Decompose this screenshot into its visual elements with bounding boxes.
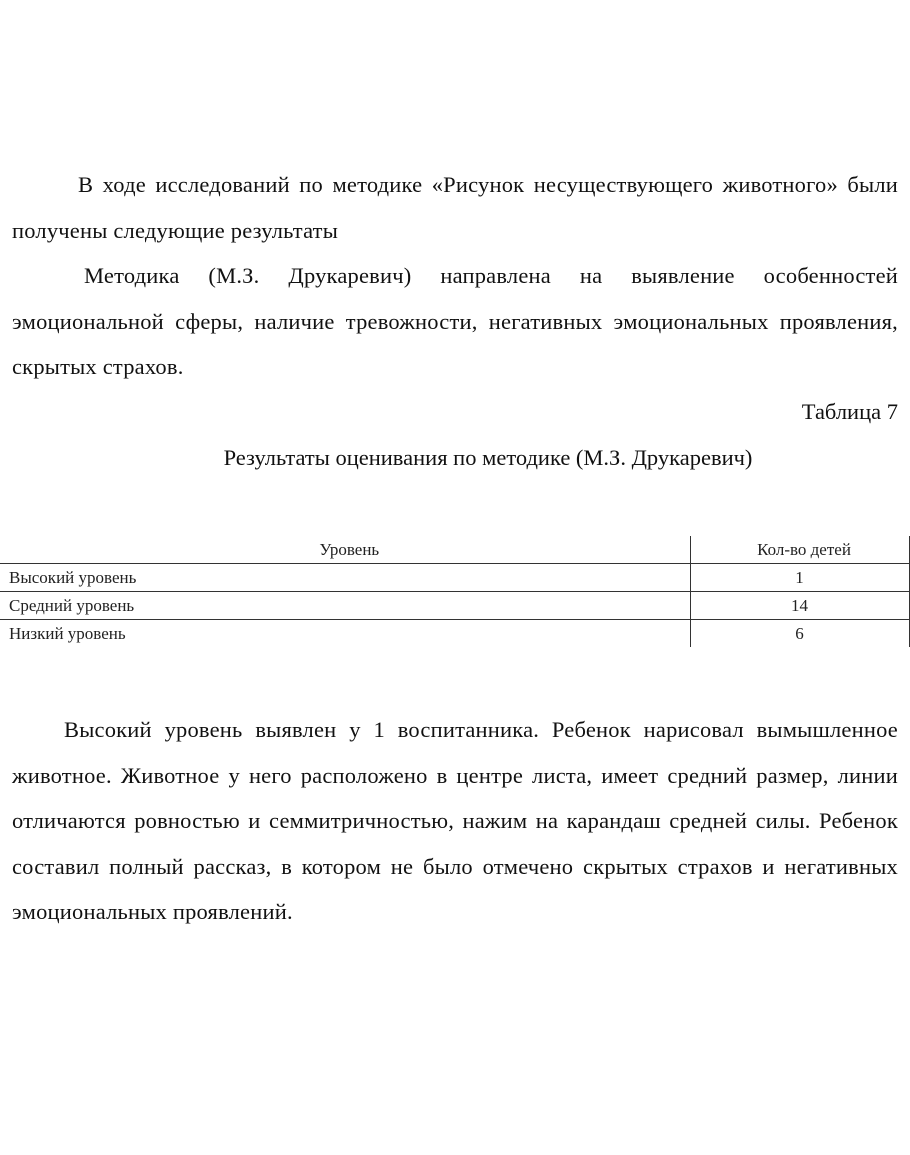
header-count: Кол-во детей xyxy=(690,536,909,564)
row-count: 6 xyxy=(690,620,909,648)
result-paragraph: Высокий уровень выявлен у 1 воспитанника. Ребенок нарисовал вымышленное животное. Животное у него расположено в центре листа, имеет средний размер, линии отличаются ровностью и семмитричностью, нажим на карандаш средней силы. Ребенок составил полный рассказ, в котором не было отмечено скрытых страхов и негативных эмоциональных проявлений. xyxy=(12,717,898,924)
table-label: Таблица 7 xyxy=(801,399,898,424)
row-count: 1 xyxy=(690,564,909,592)
row-level: Низкий уровень xyxy=(0,620,690,648)
method-paragraph: Методика (М.З. Друкаревич) направлена на выявление особенностей эмоциональной сферы, наличие тревожности, негативных эмоциональных проявления, скрытых страхов. xyxy=(12,263,898,379)
intro-paragraph: В ходе исследований по методике «Рисунок несуществующего животного» были получены следующие результаты xyxy=(12,172,898,243)
table-row xyxy=(0,592,909,620)
row-level: Высокий уровень xyxy=(0,564,690,592)
table-header-row xyxy=(0,536,909,564)
table-caption: Результаты оценивания по методике (М.З. Друкаревич) xyxy=(223,445,753,470)
table-row xyxy=(0,564,909,592)
header-level: Уровень xyxy=(0,536,690,564)
row-count: 14 xyxy=(690,592,909,620)
row-level: Средний уровень xyxy=(0,592,690,620)
results-table xyxy=(0,536,910,647)
table-row xyxy=(0,620,909,648)
